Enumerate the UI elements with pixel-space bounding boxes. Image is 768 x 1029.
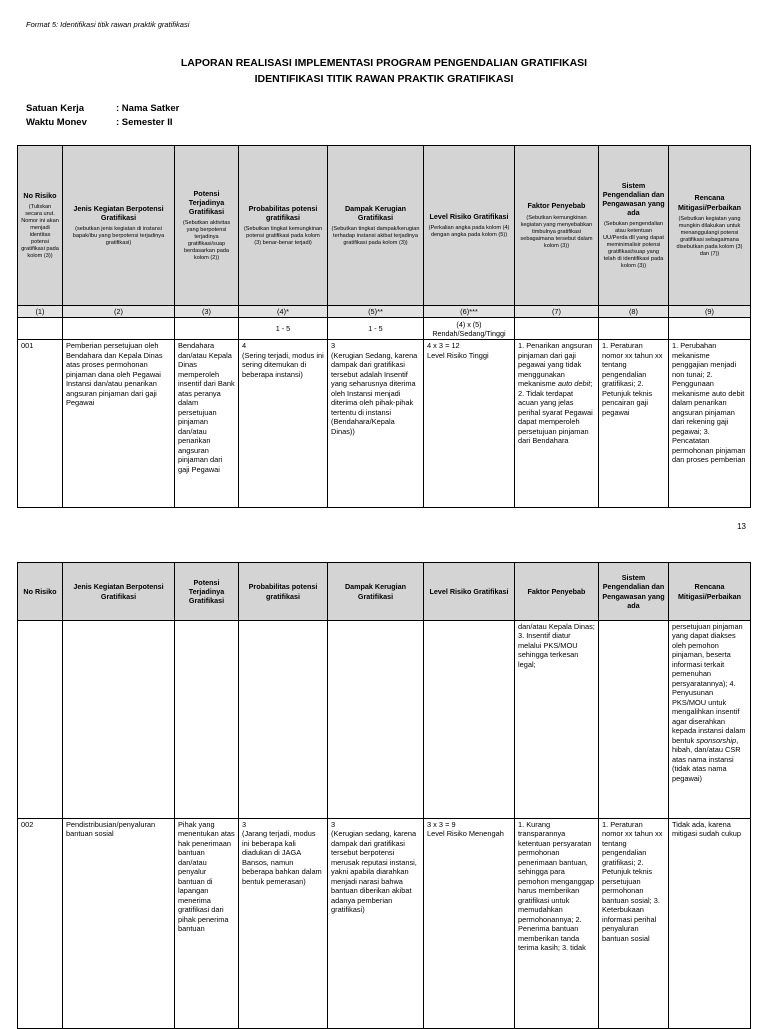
scale-dampak: 1 - 5 [328, 318, 424, 340]
waktu-monev-label: Waktu Monev [26, 117, 87, 128]
probabilitas-cell: 4 (Sering terjadi, modus ini sering ditemukan di beberapa instansi) [239, 340, 328, 508]
waktu-monev-row [26, 117, 173, 128]
kegiatan-cell: Pendistribusian/penyaluran bantuan sosial [63, 819, 175, 1029]
header-dampak: Dampak Kerugian Gratifikasi [328, 563, 424, 621]
faktor-cell: 1. Kurang transparannya ketentuan persyaratan permohonan penerimaan bantuan, sehingga para pemohon menganggap harus memberikan gratifikasi untuk memudahkan permohonannya; 2. Penerima bantuan memberikan tanda terima kasih; 3. tidak [515, 819, 599, 1029]
faktor-cell: 1. Penarikan angsuran pinjaman dari gaji pegawai yang tidak menggunakan mekanisme auto debit; 2. Tidak terdapat acuan yang jelas perihal syarat Pegawai dapat memperoleh persetujuan pinjaman dari Bendahara [515, 340, 599, 508]
risk-table-page-1 [17, 145, 751, 508]
level-cell: 3 x 3 = 9 Level Risiko Menengah [424, 819, 515, 1029]
col-number: (3) [175, 306, 239, 318]
col-number: (5)** [328, 306, 424, 318]
col-number: (1) [18, 306, 63, 318]
header-rencana: Rencana Mitigasi/Perbaikan (Sebutkan kegiatan yang mungkin dilakukan untuk menanggulangi potensi gratifikasi sebagaimana disebutkan pada kolom (3) dan (7)) [669, 146, 751, 306]
header-potensi: Potensi Terjadinya Gratifikasi [175, 563, 239, 621]
header-dampak: Dampak Kerugian Gratifikasi (Sebutkan tingkat dampak/kerugian terhadap instansi akibat terjadinya gratifikasi pada kolom (3)) [328, 146, 424, 306]
col-number: (7) [515, 306, 599, 318]
table-row [18, 819, 751, 1029]
header-level-risiko: Level Risiko Gratifikasi (Perkalian angka pada kolom (4) dengan angka pada kolom (5)) [424, 146, 515, 306]
risk-number: 002 [18, 819, 63, 1029]
page-number: 13 [737, 522, 746, 531]
col-number: (9) [669, 306, 751, 318]
report-subtitle: IDENTIFIKASI TITIK RAWAN PRAKTIK GRATIFIKASI [254, 73, 514, 85]
header-level-risiko: Level Risiko Gratifikasi [424, 563, 515, 621]
scale-row [18, 318, 751, 340]
dampak-cell: 3 (Kerugian sedang, karena dampak dari gratifikasi tersebut berpotensi merusak reputasi instansi, yakni apabila diarahkan menjadi narasi bahwa bantuan diberikan akibat adanya pemberian gratifikasi) [328, 819, 424, 1029]
header-potensi: Potensi Terjadinya Gratifikasi (Sebutkan aktivitas yang berpotensi terjadinya gratifikasi/suap berdasarkan pada kolom (2)) [175, 146, 239, 306]
sistem-cell: 1. Peraturan nomor xx tahun xx tentang pengendalian gratifikasi; 2. Petunjuk teknis persetujuan permohonan bantuan sosial; 3. Keterbukaan informasi perihal penyaluran bantuan sosial [599, 819, 669, 1029]
col-number: (4)* [239, 306, 328, 318]
header-probabilitas: Probabilitas potensi gratifikasi (Sebutkan tingkat kemungkinan potensi gratifikasi pada kolom (3) benar-benar terjadi) [239, 146, 328, 306]
format-note: Format 5: Identifikasi titik rawan praktik gratifikasi [26, 20, 190, 29]
scale-probabilitas: 1 - 5 [239, 318, 328, 340]
header-jenis-kegiatan: Jenis Kegiatan Berpotensi Gratifikasi (sebutkan jenis kegiatan di instansi bapak/ibu yang berpotensi terjadinya gratifikasi) [63, 146, 175, 306]
rencana-cell: 1. Perubahan mekanisme penggajian menjadi non tunai; 2. Penggunaan mekanisme auto debit dalam penarikan angsuran pinjaman dari rekening gaji pegawai; 3. Pencatatan permohonan pinjaman dan proses pemberian [669, 340, 751, 508]
level-cell: 4 x 3 = 12 Level Risiko Tinggi [424, 340, 515, 508]
header-faktor: Faktor Penyebab [515, 563, 599, 621]
scale-level: (4) x (5) Rendah/Sedang/Tinggi [424, 318, 515, 340]
header-sistem: Sistem Pengendalian dan Pengawasan yang ada [599, 563, 669, 621]
kegiatan-cell: Pemberian persetujuan oleh Bendahara dan Kepala Dinas atas proses permohonan pinjaman dana oleh Pegawai Instansi dan/atau penarikan angsuran pinjaman dari gaji Pegawai [63, 340, 175, 508]
table-row [18, 340, 751, 508]
risk-table-page-2 [17, 562, 751, 1029]
header-no-risiko: No Risiko [18, 563, 63, 621]
header-rencana: Rencana Mitigasi/Perbaikan [669, 563, 751, 621]
col-number: (8) [599, 306, 669, 318]
header-probabilitas: Probabilitas potensi gratifikasi [239, 563, 328, 621]
satuan-kerja-label: Satuan Kerja [26, 103, 85, 114]
header-faktor: Faktor Penyebab (Sebutkan kemungkinan kegiatan yang menyebabkan timbulnya gratifikasi sebagaimana tersebut dalam kolom (3)) [515, 146, 599, 306]
header-row [18, 563, 751, 621]
header-row [18, 146, 751, 306]
rencana-cell: persetujuan pinjaman yang dapat diakses oleh pemohon pinjaman, beserta informasi terkait pemenuhan persyaratannya); 4. Penyusunan PKS/MOU untuk mengalihkan insentif agar diserahkan kepada instansi dalam bentuk sponsorship, hibah, dan/atau CSR atas nama instansi (tidak atas nama pegawai) [669, 621, 751, 819]
column-number-row [18, 306, 751, 318]
dampak-cell: 3 (Kerugian Sedang, karena dampak dari gratifikasi tersebut adalah Insentif yang seharusnya diterima oleh Instansi menjadi diterima oleh pihak-pihak tertentu di instansi (Bendahara/Kepala Dinas)) [328, 340, 424, 508]
table-row [18, 621, 751, 819]
satuan-kerja-value: : Nama Satker [116, 103, 180, 114]
col-number: (6)*** [424, 306, 515, 318]
header-no-risiko: No Risiko (Tuliskan secara urut. Nomor ini akan menjadi identitas potensi gratifikasi pada kolom (3)) [18, 146, 63, 306]
faktor-cell: dan/atau Kepala Dinas; 3. Insentif diatur melalui PKS/MOU sehingga terkesan legal; [515, 621, 599, 819]
sistem-cell: 1. Peraturan nomor xx tahun xx tentang pengendalian gratifikasi; 2. Petunjuk teknis pencairan gaji pegawai [599, 340, 669, 508]
potensi-cell: Bendahara dan/atau Kepala Dinas memperoleh insentif dari Bank atas peranya dalam persetujuan pinjaman dan/atau penarikan angsuran pinjaman dari gaji Pegawai [175, 340, 239, 508]
waktu-monev-value: : Semester II [116, 117, 173, 128]
header-jenis-kegiatan: Jenis Kegiatan Berpotensi Gratifikasi [63, 563, 175, 621]
potensi-cell: Pihak yang menentukan atas hak penerimaan bantuan dan/atau penyalur bantuan di lapangan menerima gratifikasi dari pihak penerima bantuan [175, 819, 239, 1029]
rencana-cell: Tidak ada, karena mitigasi sudah cukup [669, 819, 751, 1029]
report-title: LAPORAN REALISASI IMPLEMENTASI PROGRAM PENGENDALIAN GRATIFIKASI [180, 57, 588, 69]
col-number: (2) [63, 306, 175, 318]
probabilitas-cell: 3 (Jarang terjadi, modus ini beberapa kali diadukan di JAGA Bansos, namun beberapa bahkan dalam bentuk pemerasan) [239, 819, 328, 1029]
risk-number: 001 [18, 340, 63, 508]
satuan-kerja-row [26, 103, 179, 114]
header-sistem: Sistem Pengendalian dan Pengawasan yang ada (Sebukan pengendalian atau ketentuan UU/Perda dll yang dapat meminimalisir potensi gratifikasi/suap yang telah di identifikasi pada kolom (3)) [599, 146, 669, 306]
